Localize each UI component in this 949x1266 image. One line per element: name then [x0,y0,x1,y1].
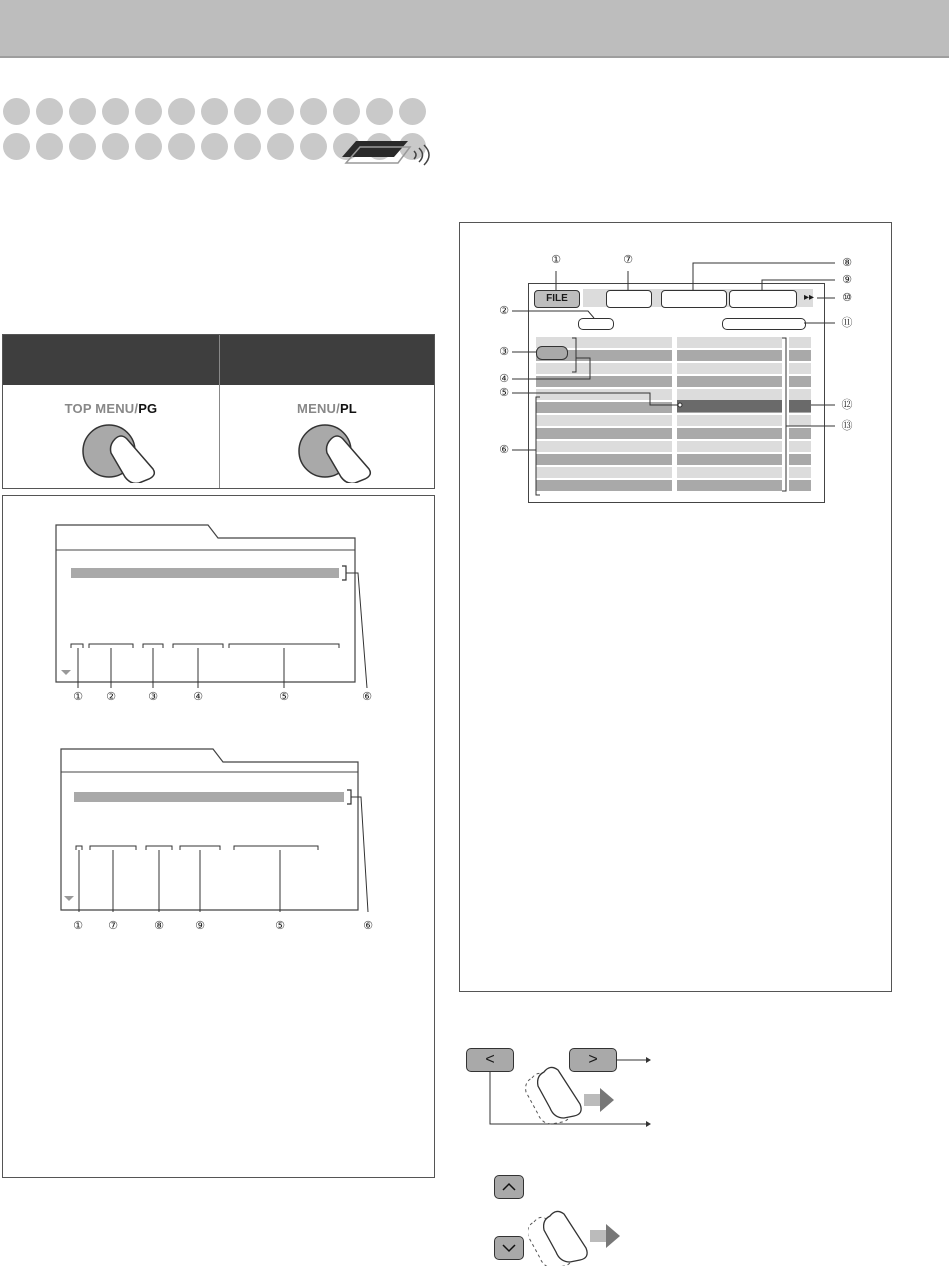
decorative-dot [102,133,129,160]
callout-13: ⑬ [841,419,853,432]
decorative-dot [366,98,393,125]
decorative-dot [201,98,228,125]
callout-1: ① [551,253,561,266]
decorative-dot [267,98,294,125]
callout-6: ⑥ [499,443,509,456]
up-down-finger-illustration [528,1206,628,1266]
callout-6: ⑥ [362,690,372,703]
callout-8: ⑧ [154,919,164,932]
menu-screens-panel [2,495,435,1178]
callout-9: ⑨ [842,273,852,286]
decorative-dot [69,133,96,160]
callout-4: ④ [193,690,203,703]
remote-pointing-icon [338,133,438,173]
decorative-dot [399,98,426,125]
callout-12: ⑫ [841,398,853,411]
decorative-dot [300,133,327,160]
decorative-dot [168,133,195,160]
callout-1: ① [73,919,83,932]
decorative-dot [234,98,261,125]
callout-2: ② [106,690,116,703]
fast-forward-icon[interactable]: ▸▸ [803,292,815,303]
decorative-dot [234,133,261,160]
chevron-up-icon [495,1176,523,1198]
callout-3: ③ [499,345,509,358]
header-band [0,0,949,58]
callout-3: ③ [148,690,158,703]
playlist-menu-screen [58,746,388,936]
menu-pl-button[interactable] [295,421,375,483]
menu-pl-label: MENU/PL [297,401,357,416]
decorative-dot [267,133,294,160]
callout-10: ⑩ [842,291,852,304]
decorative-dot [102,98,129,125]
callout-7: ⑦ [108,919,118,932]
decorative-dot [3,98,30,125]
decorative-dot [36,98,63,125]
callout-1: ① [73,690,83,703]
program-menu-screen [53,524,383,714]
callout-2: ② [499,304,509,317]
decorative-dot [3,133,30,160]
decorative-dot [201,133,228,160]
callout-8: ⑧ [842,256,852,269]
top-menu-pg-label: TOP MENU/PG [64,401,158,416]
file-list-panel [459,222,892,992]
chevron-down-icon [495,1237,523,1259]
decorative-dot [135,133,162,160]
down-arrow-button[interactable] [494,1236,524,1260]
file-tab[interactable]: FILE [534,290,580,308]
callout-6: ⑥ [363,919,373,932]
callout-4: ④ [499,372,509,385]
decorative-dot [135,98,162,125]
decorative-dot [300,98,327,125]
left-arrow-button[interactable]: < [466,1048,514,1072]
top-menu-pg-button[interactable] [79,421,159,483]
callout-5: ⑤ [499,386,509,399]
right-arrow-button[interactable]: > [569,1048,617,1072]
callout-5: ⑤ [275,919,285,932]
callout-9: ⑨ [195,919,205,932]
callout-lines [460,223,893,513]
remote-button-table [2,334,435,489]
decorative-dot [168,98,195,125]
callout-7: ⑦ [623,253,633,266]
decorative-dot [36,133,63,160]
callout-5: ⑤ [279,690,289,703]
decorative-dot [333,98,360,125]
decorative-dot [69,98,96,125]
up-arrow-button[interactable] [494,1175,524,1199]
callout-11: ⑪ [841,316,853,329]
